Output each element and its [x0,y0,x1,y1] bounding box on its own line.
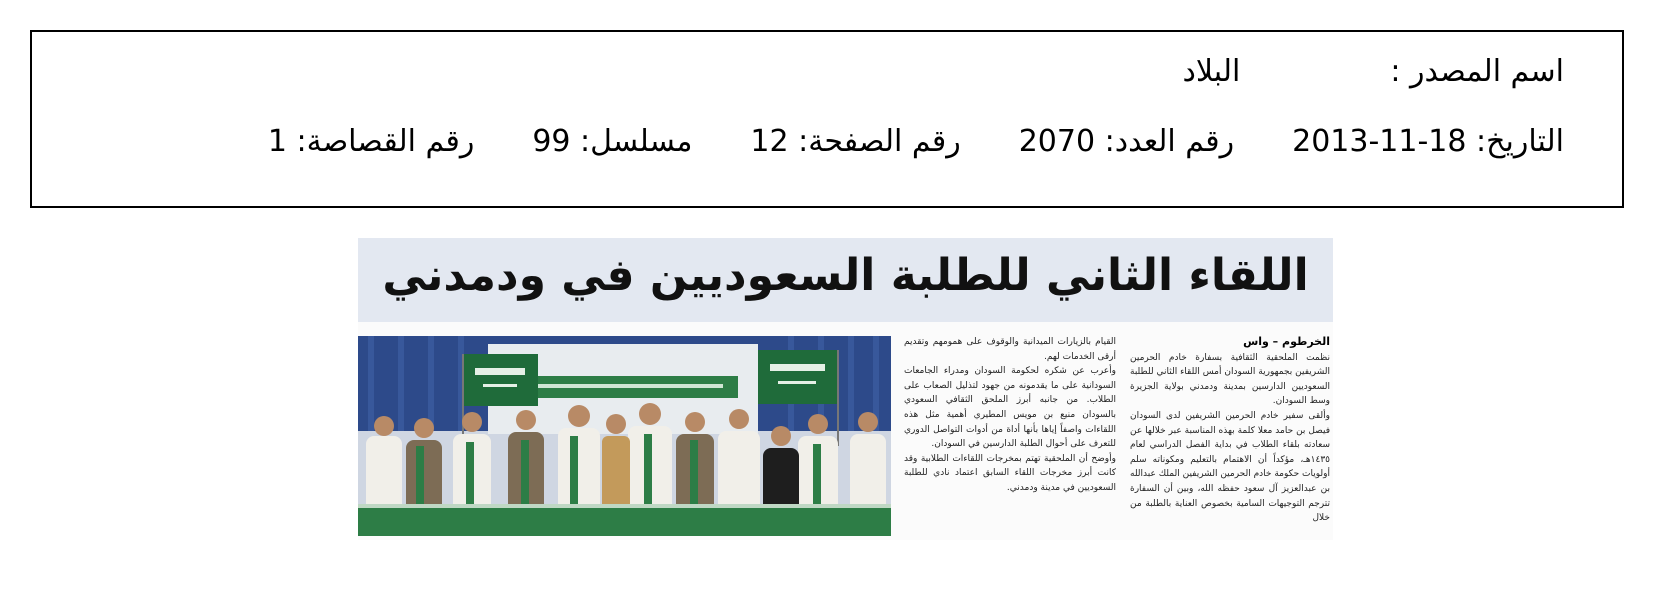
source-row [1183,54,1564,89]
serial-value: 99 [532,124,571,159]
metadata-box [30,30,1624,208]
article-paragraph: وألقى سفير خادم الحرمين الشريفين لدى السودان فيصل بن حامد معلا كلمة بهذه المناسبة عبر خلالها عن سعادته بلقاء الطلاب في بداية الفصل الدراسي لعام ١٤٣٥هـ، مؤكداً أن الاهتمام بالتعليم ومكوناته سلم أولويات حكومة خادم الحرمين الشريفين الملك عبدالله بن عبدالعزيز آل سعود حفظه الله، وبين أن السفارة تترجم التوجيهات السامية بخصوص العناية بالطلبة من خلال [1130,410,1330,524]
group-photo-image [358,336,891,536]
article-column-middle [904,335,1116,535]
date-label: التاريخ: [1476,124,1564,159]
article-paragraph: وأوضح أن الملحقية تهتم بمخرجات اللقاءات الطلابية وقد كانت أبرز مخرجات اللقاء السابق اعتماد نادي للطلبة السعوديين في مدينة ودمدني. [904,453,1116,493]
page-value: 12 [750,124,789,159]
issue-label: رقم العدد: [1104,124,1235,159]
article-column-right [1130,335,1330,535]
group-photo [358,336,891,536]
flag-right [758,350,838,404]
details-row [268,124,1564,159]
clip-label: رقم القصاصة: [296,124,475,159]
front-table [358,504,891,536]
flag-left [463,354,538,406]
serial-label: مسلسل: [580,124,693,159]
article-paragraph: وأعرب عن شكره لحكومة السودان ومدراء الجامعات السودانية على ما يقدمونه من جهود لتذليل الصعاب على الطلاب. من جانبه أبرز الملحق الثقافي السعودي بالسودان منيع بن مويس المطيري أهمية مثل هذه اللقاءات واصفاً إياها بأنها أداة من أدوات التواصل الدوري للتعرف على أحوال الطلبة الدارسين في السودان. [904,366,1116,450]
article-dateline: الخرطوم – واس [1243,335,1330,348]
article-paragraph: نظمت الملحقية الثقافية بسفارة خادم الحرمين الشريفين بجمهورية السودان أمس اللقاء الثاني للطلبة السعوديين الدارسين بمدينة ودمدني بولاية الجزيرة وسط السودان. [1130,352,1330,407]
page-label: رقم الصفحة: [798,124,961,159]
source-value: البلاد [1182,54,1241,89]
date-value: 2013-11-18 [1292,124,1467,159]
headline-band [358,238,1333,322]
article-paragraph: القيام بالزيارات الميدانية والوقوف على همومهم وتقديم أرقى الخدمات لهم. [904,337,1116,362]
clip-value: 1 [267,124,287,159]
newspaper-clipping [358,238,1333,540]
article-headline: اللقاء الثاني للطلبة السعوديين في ودمدني [382,250,1309,301]
source-label: اسم المصدر : [1390,54,1564,89]
issue-value: 2070 [1018,124,1096,159]
